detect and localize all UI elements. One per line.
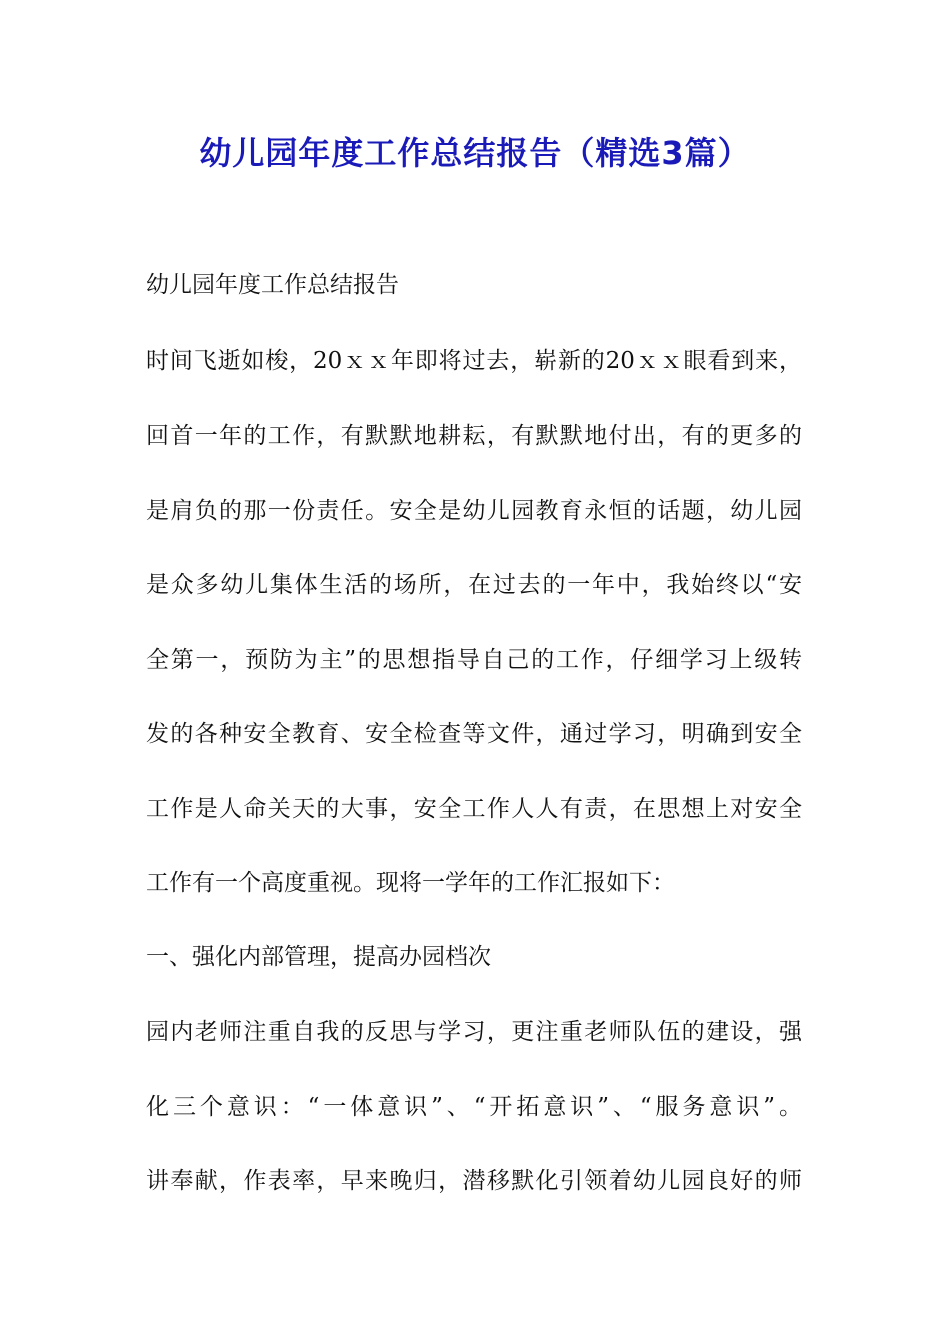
document-title: 幼儿园年度工作总结报告（精选3篇） <box>199 134 751 172</box>
section-heading: 幼儿园年度工作总结报告 <box>146 272 399 298</box>
body-line: 全第一，预防为主”的思想指导自己的工作，仔细学习上级转 <box>146 647 802 673</box>
body-line: 化三个意识：“一体意识”、“开拓意识”、“服务意识”。 <box>146 1094 802 1120</box>
body-line: 是众多幼儿集体生活的场所，在过去的一年中，我始终以“安 <box>146 572 802 598</box>
body-line: 是肩负的那一份责任。安全是幼儿园教育永恒的话题，幼儿园 <box>146 498 802 524</box>
subsection-heading: 一、强化内部管理，提高办园档次 <box>146 944 491 970</box>
body-line: 回首一年的工作，有默默地耕耘，有默默地付出，有的更多的 <box>146 423 802 449</box>
body-line: 工作是人命关天的大事，安全工作人人有责，在思想上对安全 <box>146 796 802 822</box>
body-line: 园内老师注重自我的反思与学习，更注重老师队伍的建设，强 <box>146 1019 802 1045</box>
body-line: 讲奉献，作表率，早来晚归，潜移默化引领着幼儿园良好的师 <box>146 1168 802 1194</box>
body-line: 工作有一个高度重视。现将一学年的工作汇报如下： <box>146 870 675 896</box>
body-line: 发的各种安全教育、安全检查等文件，通过学习，明确到安全 <box>146 721 802 747</box>
body-line: 时间飞逝如梭，20ｘｘ年即将过去，崭新的20ｘｘ眼看到来， <box>146 348 802 374</box>
